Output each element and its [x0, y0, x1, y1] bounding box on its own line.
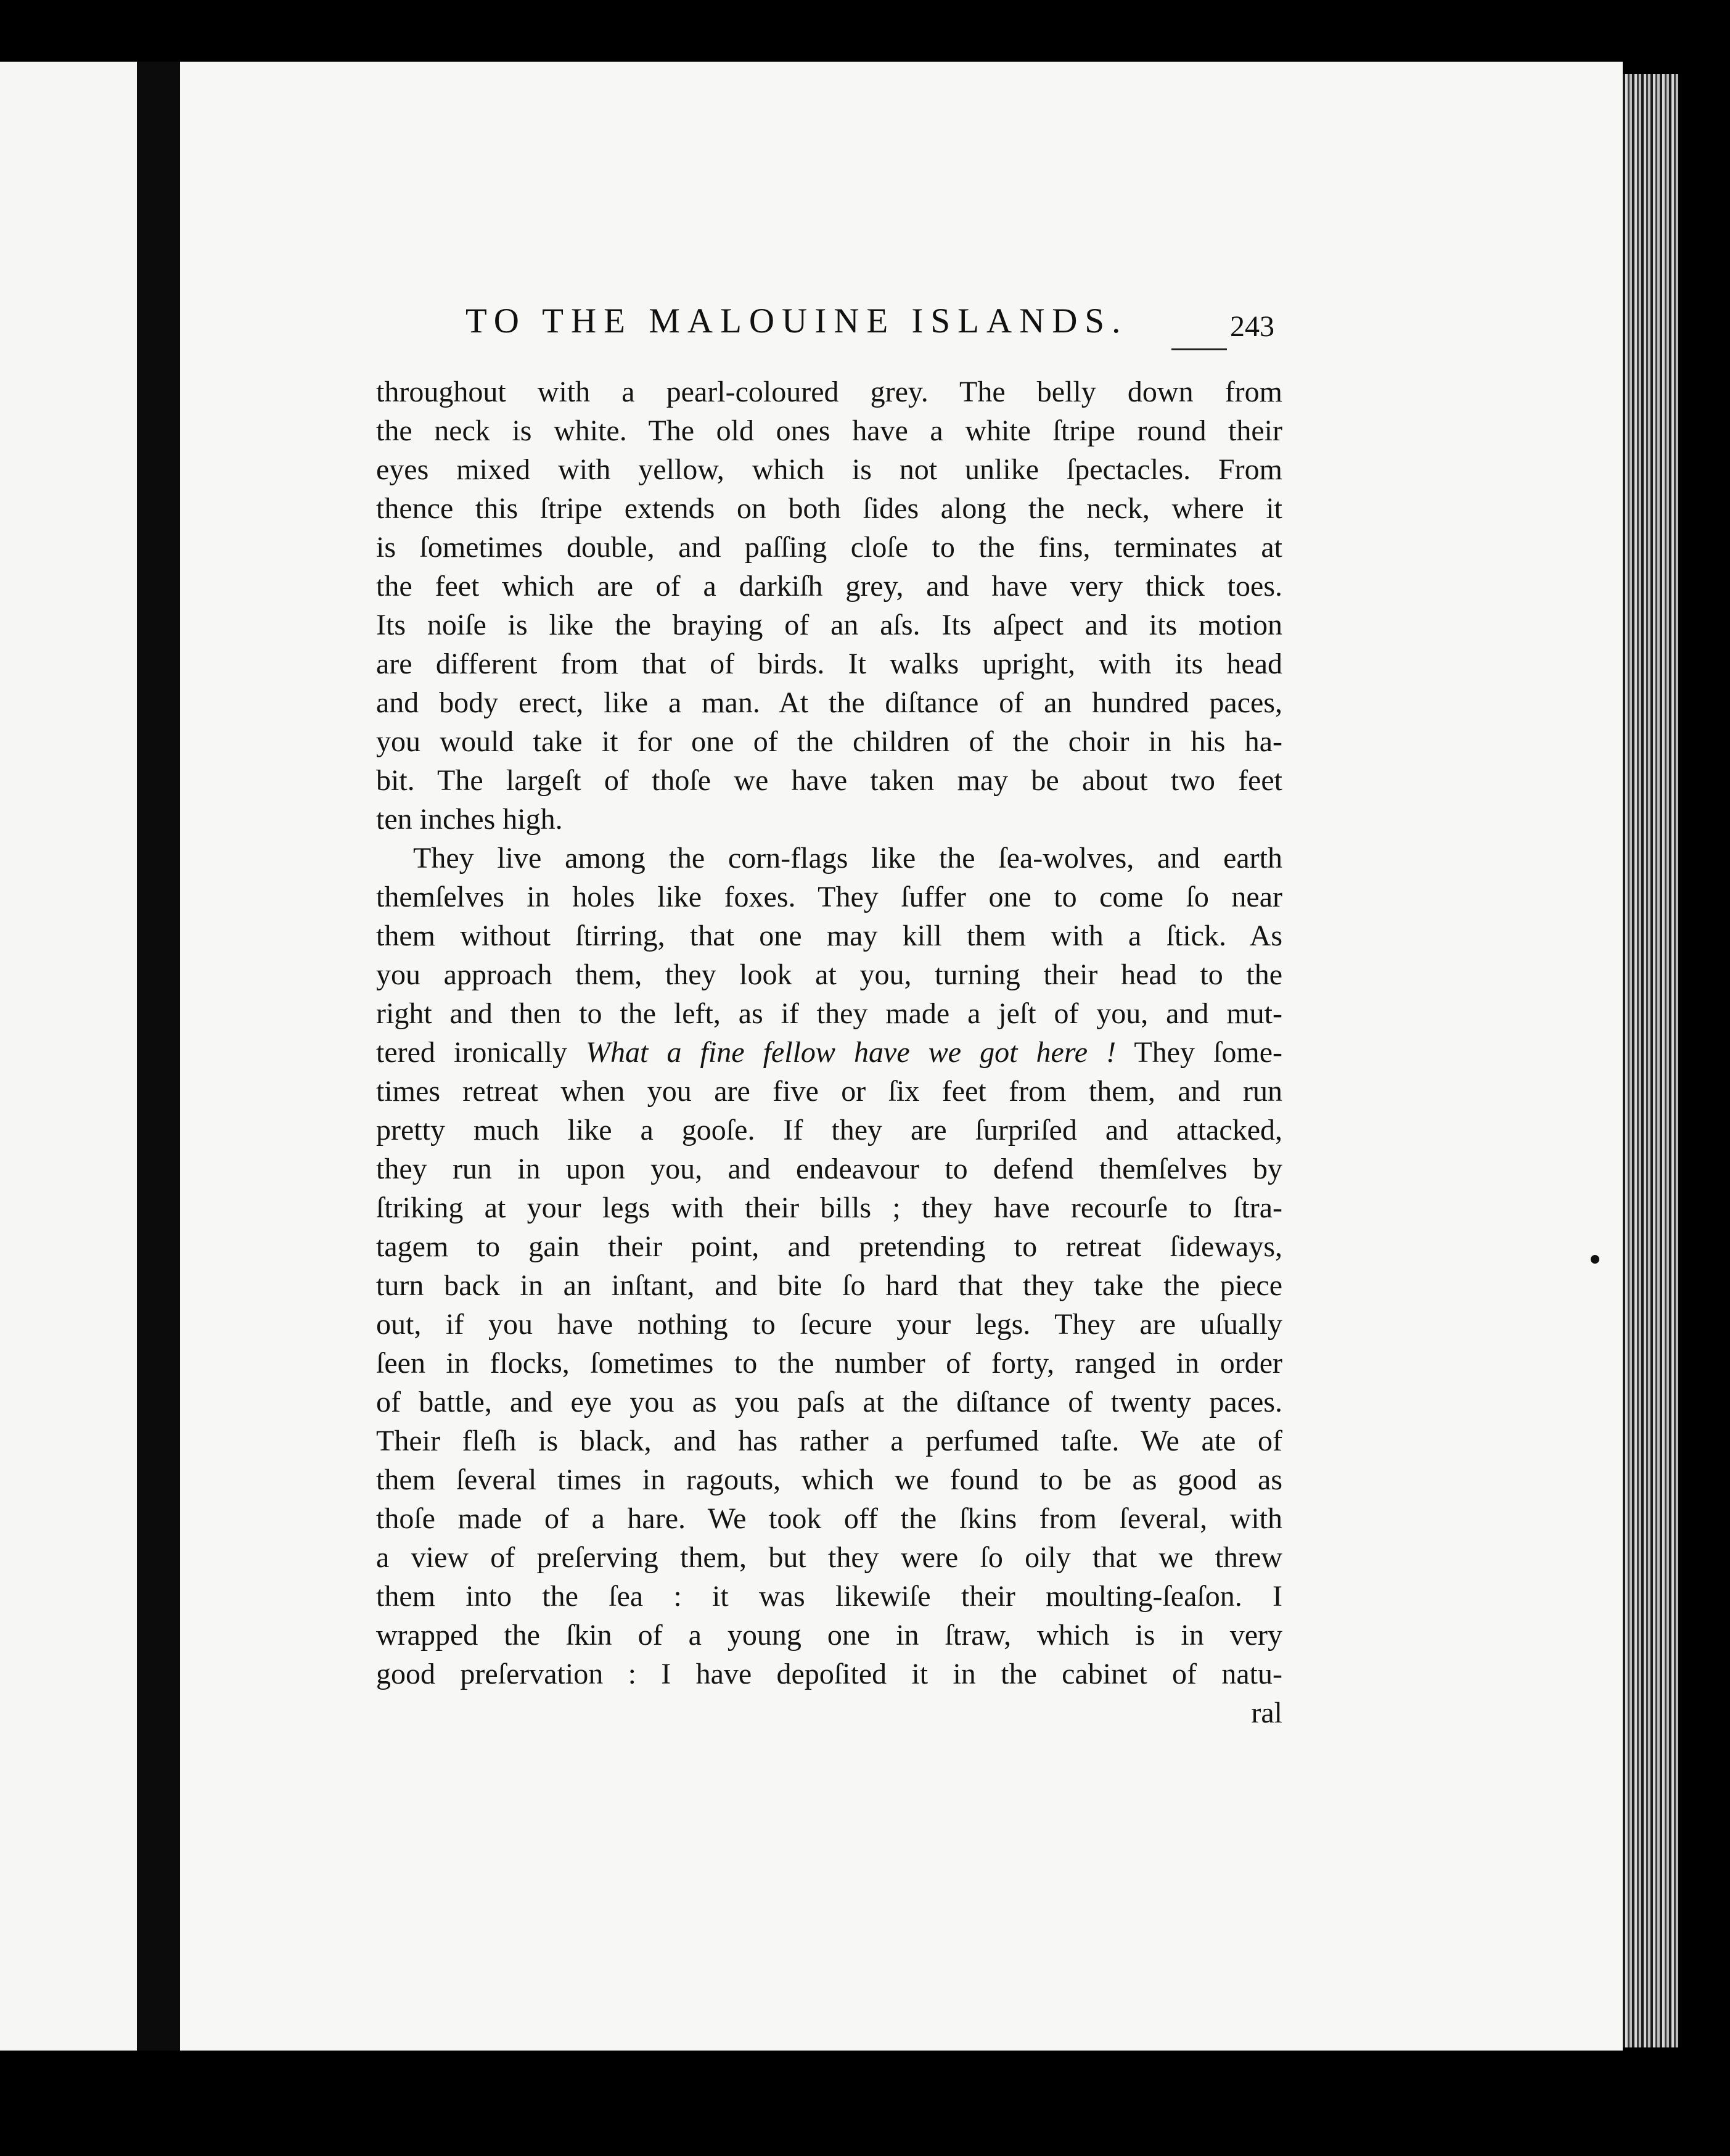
text-line: and body erect, like a man. At the diſtance of an hundred paces, [376, 686, 1282, 719]
facing-page-edge [0, 62, 137, 2051]
text-span: They ſome- [1116, 1036, 1282, 1069]
text-line: a view of preſerving them, but they were ſo oily that we threw [376, 1541, 1282, 1574]
catchword: ral [1251, 1697, 1282, 1729]
ink-spot [1591, 1255, 1599, 1264]
text-line: them ſeveral times in ragouts, which we found to be as good as [376, 1463, 1282, 1496]
text-line: tagem to gain their point, and pretending to retreat ſideways, [376, 1230, 1282, 1263]
header-rule [1171, 348, 1227, 356]
text-line: out, if you have nothing to ſecure your legs. They are uſually [376, 1308, 1282, 1341]
text-line: They live among the corn-flags like the ſea-wolves, and earth [413, 842, 1282, 874]
text-line: times retreat when you are five or ſix feet from them, and run [376, 1075, 1282, 1108]
text-line: themſelves in holes like foxes. They ſuffer one to come ſo near [376, 881, 1282, 913]
text-line: ten inches high. [376, 803, 563, 836]
page-fore-edge [1623, 74, 1678, 2047]
text-line: you would take it for one of the children of the choir in his ha- [376, 725, 1282, 758]
text-line: eyes mixed with yellow, which is not unlike ſpectacles. From [376, 453, 1282, 486]
book-gutter [137, 62, 180, 2051]
text-line: is ſometimes double, and paſſing cloſe to the fins, terminates at [376, 531, 1282, 564]
running-title: TO THE MALOUINE ISLANDS. [465, 302, 1128, 340]
text-span: tered ironically [376, 1036, 586, 1069]
italic-quote: What a fine fellow have we got here ! [586, 1036, 1117, 1069]
text-line: of battle, and eye you as you paſs at the diſtance of twenty paces. [376, 1386, 1282, 1418]
text-line: them without ſtirring, that one may kill them with a ſtick. As [376, 920, 1282, 952]
text-line: bit. The largeſt of thoſe we have taken may be about two feet [376, 764, 1282, 797]
text-line: the neck is white. The old ones have a white ſtripe round their [376, 414, 1282, 447]
text-line: the feet which are of a darkiſh grey, and have very thick toes. [376, 570, 1282, 603]
text-line: you approach them, they look at you, turning their head to the [376, 958, 1282, 991]
text-line: throughout with a pearl-coloured grey. The belly down from [376, 376, 1282, 408]
text-line: pretty much like a gooſe. If they are ſurpriſed and attacked, [376, 1114, 1282, 1146]
text-line: turn back in an inſtant, and bite ſo hard that they take the piece [376, 1269, 1282, 1302]
page-number: 243 [1230, 310, 1274, 343]
text-line: wrapped the ſkin of a young one in ſtraw, which is in very [376, 1619, 1282, 1652]
text-line: ſeen in flocks, ſometimes to the number of forty, ranged in order [376, 1347, 1282, 1380]
text-line: ſtriking at your legs with their bills ; they have recourſe to ſtra- [376, 1191, 1282, 1224]
text-line: right and then to the left, as if they made a jeſt of you, and mut- [376, 997, 1282, 1030]
text-line: are different from that of birds. It walks upright, with its head [376, 648, 1282, 680]
text-line: they run in upon you, and endeavour to defend themſelves by [376, 1153, 1282, 1185]
text-line: thence this ſtripe extends on both ſides along the neck, where it [376, 492, 1282, 525]
text-line: Its noiſe is like the braying of an aſs. Its aſpect and its motion [376, 609, 1282, 641]
text-line: Their fleſh is black, and has rather a perfumed taſte. We ate of [376, 1425, 1282, 1457]
text-line: thoſe made of a hare. We took off the ſkins from ſeveral, with [376, 1502, 1282, 1535]
text-line-italic [376, 1034, 1282, 1072]
text-line: good preſervation : I have depoſited it in the cabinet of natu- [376, 1658, 1282, 1690]
text-line: them into the ſea : it was likewiſe their moulting-ſeaſon. I [376, 1580, 1282, 1613]
